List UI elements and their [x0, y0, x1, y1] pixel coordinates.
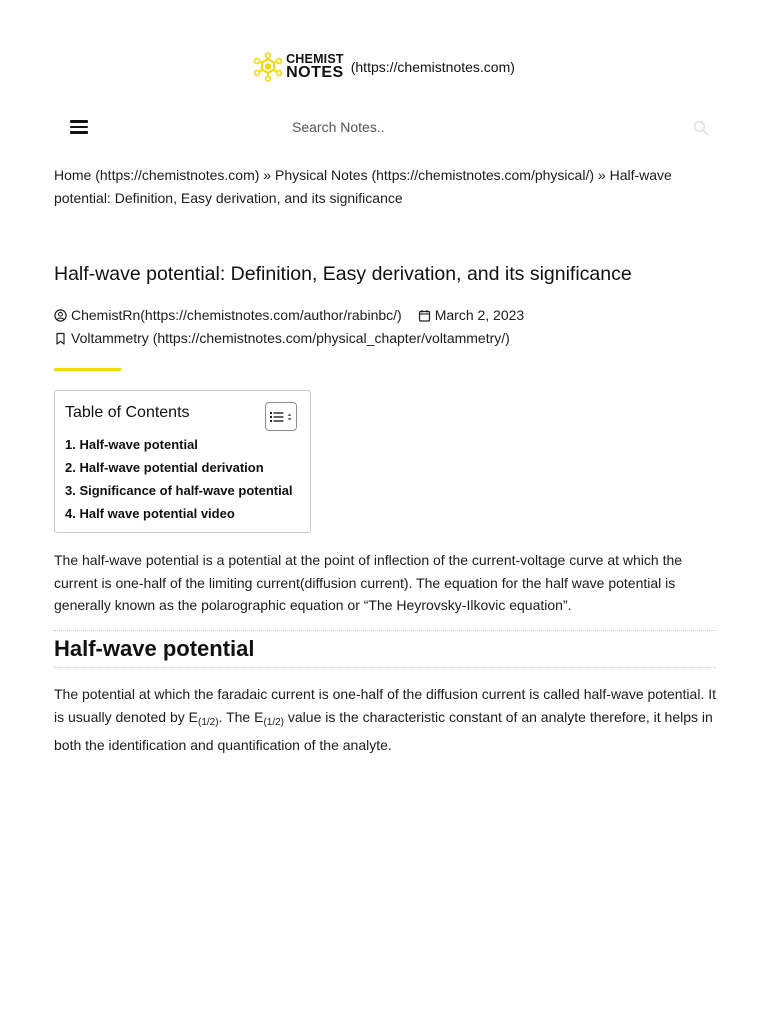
toc-item [65, 433, 300, 456]
toc-link-derivation[interactable]: 2. Half-wave potential derivation [65, 460, 264, 475]
molecule-logo-icon [253, 52, 283, 82]
subscript-half: (1/2) [197, 716, 219, 728]
toc-toggle-button[interactable] [265, 402, 297, 431]
breadcrumb-physical-link[interactable]: Physical Notes (https://chemistnotes.com/physical/) [274, 167, 594, 183]
definition-text-part3: value is the characteristic constant of an analyte therefore, it helps in both the identification and quantification of the analyte. [54, 708, 713, 753]
toc-link-half-wave-potential[interactable]: 1. Half-wave potential [65, 437, 198, 452]
toc-item [65, 456, 300, 479]
nav-bar [0, 112, 768, 142]
toc-item [65, 479, 300, 502]
bookmark-icon [54, 332, 67, 345]
list-icon [270, 411, 284, 423]
breadcrumb-home-link[interactable]: Home (https://chemistnotes.com) [54, 167, 260, 183]
breadcrumb-separator: » [259, 167, 275, 183]
post-date: March 2, 2023 [434, 307, 525, 323]
definition-text-part2: . The E [218, 708, 264, 725]
toc-item [65, 502, 300, 525]
toc-title: Table of Contents [65, 404, 190, 421]
table-of-contents [54, 390, 311, 533]
breadcrumb [54, 164, 719, 210]
toc-link-significance[interactable]: 3. Significance of half-wave potential [65, 483, 293, 498]
search-icon[interactable] [693, 120, 709, 136]
breadcrumb-current: Half-wave potential: Definition, Easy derivation, and its significance [54, 167, 672, 206]
logo-link-url[interactable]: (https://chemistnotes.com) [350, 59, 515, 75]
search-input[interactable] [284, 116, 684, 138]
calendar-icon [418, 309, 431, 322]
title-accent-divider [54, 368, 121, 371]
definition-text-part1: The potential at which the faradaic current is one-half of the diffusion current is called half-wave potential. It is usually denoted by E [54, 686, 716, 725]
sort-arrows-icon [287, 413, 292, 421]
category-link[interactable]: Voltammetry (https://chemistnotes.com/physical_chapter/voltammetry/) [71, 330, 510, 346]
section-heading-wrapper [54, 630, 716, 668]
toc-link-video[interactable]: 4. Half wave potential video [65, 506, 235, 521]
site-header [0, 52, 768, 82]
hamburger-icon[interactable] [70, 120, 88, 134]
breadcrumb-separator: » [594, 167, 610, 183]
definition-paragraph [54, 683, 720, 757]
logo-wordmark [286, 53, 344, 82]
logo-line1: CHEMIST [286, 51, 344, 66]
site-logo[interactable] [253, 52, 344, 82]
intro-paragraph: The half-wave potential is a potential at the point of inflection of the current-voltage curve at which the current is one-half of the limiting current(diffusion current). The equation for the half wave potential is generally known as the polarographic equation or “The Heyrovsky-Ilkovic equation”. [54, 552, 683, 613]
subscript-half: (1/2) [263, 716, 284, 728]
section-heading: Half-wave potential [54, 636, 255, 661]
user-circle-icon [54, 309, 67, 322]
post-meta [54, 304, 734, 350]
toc-list [65, 433, 300, 525]
author-link[interactable]: ChemistRn(https://chemistnotes.com/author/rabinbc/) [71, 307, 402, 323]
page-title: Half-wave potential: Definition, Easy derivation, and its significance [54, 263, 632, 285]
logo-line2: NOTES [286, 64, 344, 82]
